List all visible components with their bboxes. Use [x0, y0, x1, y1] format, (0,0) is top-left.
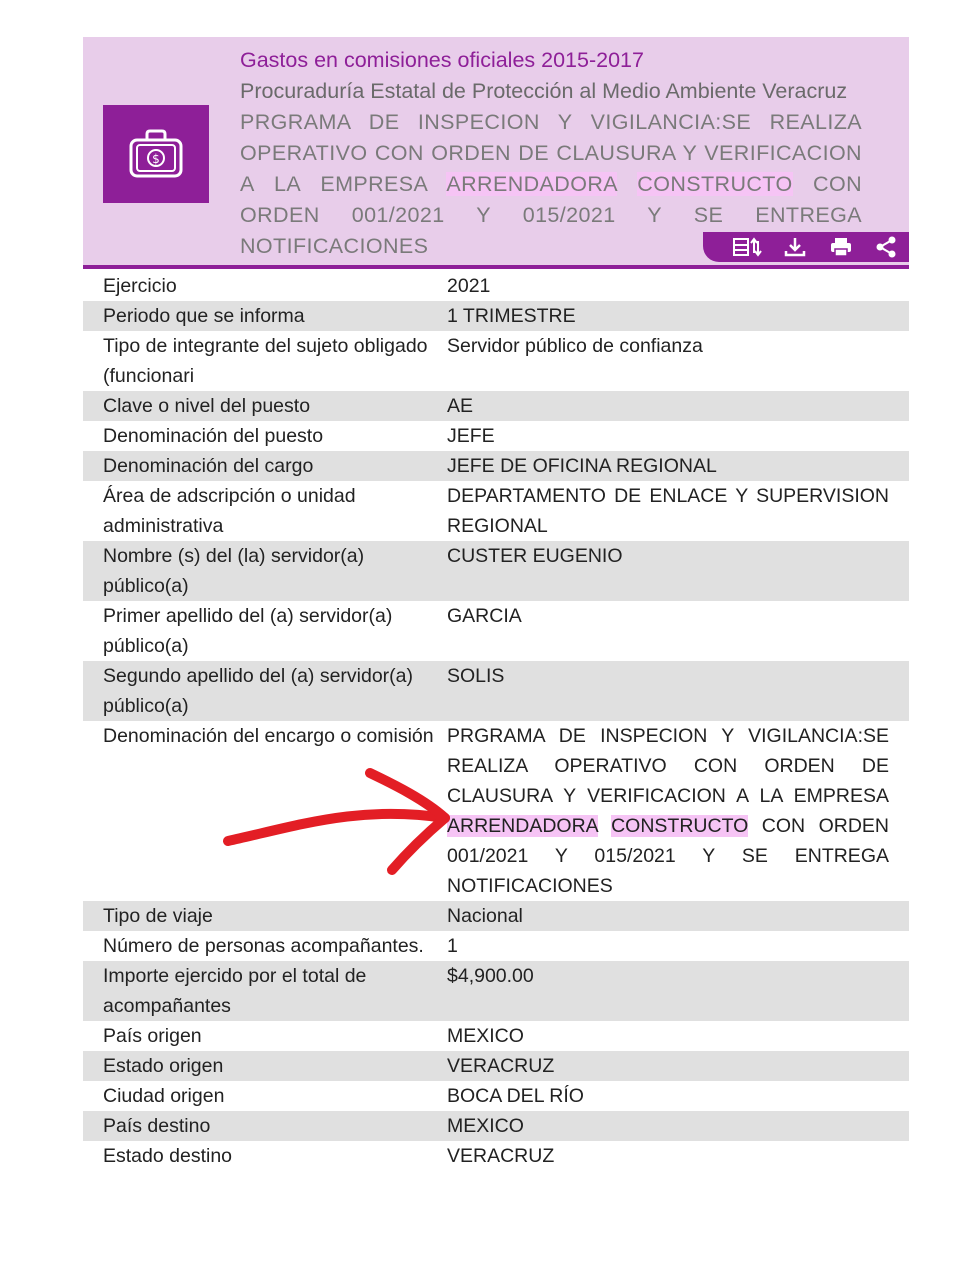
table-row: Segundo apellido del (a) servidor(a) público(a) SOLIS	[83, 661, 909, 721]
search-highlight: CONSTRUCTO	[637, 172, 793, 196]
table-row: Denominación del cargo JEFE DE OFICINA REGIONAL	[83, 451, 909, 481]
table-row: Número de personas acompañantes. 1	[103, 935, 458, 957]
organization-name: Procuraduría Estatal de Protección al Medio Ambiente Veracruz	[240, 79, 848, 103]
table-row: Ciudad origen BOCA DEL RÍO	[103, 1085, 584, 1107]
category-icon-box	[103, 105, 209, 203]
search-highlight: CONSTRUCTO	[611, 815, 749, 837]
record-description: PRGRAMA DE INSPECION Y VIGILANCIA:SE REALIZA OPERATIVO CON ORDEN DE CLAUSURA Y VERIFICACION A LA EMPRESA ARRENDADORA CONSTRUCTO CON ORDEN 001/2021 Y 015/2021 Y SE ENTREGA NOTIFICACIONES	[240, 110, 863, 258]
svg-text:$: $	[152, 152, 160, 166]
table-row: Estado destino VERACRUZ	[103, 1145, 555, 1167]
table-row: País destino MEXICO	[83, 1111, 909, 1141]
table-row: Importe ejercido por el total de acompañantes $4,900.00	[83, 961, 909, 1021]
table-row: Nombre (s) del (la) servidor(a) público(a) CUSTER EUGENIO	[83, 541, 909, 601]
print-icon[interactable]	[829, 236, 853, 258]
columns-swap-icon[interactable]	[732, 236, 762, 258]
share-icon[interactable]	[874, 236, 898, 258]
table-row: Área de adscripción o unidad administrativa DEPARTAMENTO DE ENLACE Y SUPERVISION REGIONAL	[103, 485, 889, 537]
content-cutoff	[0, 1176, 975, 1269]
table-row: Denominación del puesto JEFE	[103, 425, 495, 447]
table-row: Tipo de viaje Nacional	[83, 901, 909, 931]
table-row: País origen MEXICO	[103, 1025, 524, 1047]
table-row: Clave o nivel del puesto AE	[83, 391, 909, 421]
search-highlight: ARRENDADORA	[447, 815, 598, 837]
table-row: Denominación del encargo o comisión PRGRAMA DE INSPECION Y VIGILANCIA:SE REALIZA OPERATIVO CON ORDEN DE CLAUSURA Y VERIFICACION A LA EMPRESA ARRENDADORA CONSTRUCTO CON ORDEN 001/2021 Y 015/2021 Y SE ENTREGA NOTIFICACIONES	[83, 721, 909, 901]
details-table	[83, 271, 909, 1171]
commission-description: PRGRAMA DE INSPECION Y VIGILANCIA:SE REALIZA OPERATIVO CON ORDEN DE CLAUSURA Y VERIFICACION A LA EMPRESA ARRENDADORA CONSTRUCTO CON ORDEN 001/2021 Y 015/2021 Y SE ENTREGA NOTIFICACIONES	[447, 725, 890, 897]
record-header	[83, 37, 909, 265]
record-toolbar	[703, 232, 909, 262]
download-icon[interactable]	[783, 236, 807, 258]
header-divider	[83, 265, 909, 269]
page-title: Gastos en comisiones oficiales 2015-2017	[240, 48, 644, 72]
table-row: Estado origen VERACRUZ	[83, 1051, 909, 1081]
details-table-wrapper	[83, 271, 909, 1171]
table-row: Periodo que se informa 1 TRIMESTRE	[83, 301, 909, 331]
table-row: Primer apellido del (a) servidor(a) público(a) GARCIA	[103, 605, 522, 657]
table-row: Ejercicio 2021	[103, 275, 491, 297]
search-highlight: ARRENDADORA	[446, 172, 617, 196]
table-row: Tipo de integrante del sujeto obligado (funcionari Servidor público de confianza	[103, 335, 703, 387]
money-briefcase-icon	[126, 126, 186, 182]
